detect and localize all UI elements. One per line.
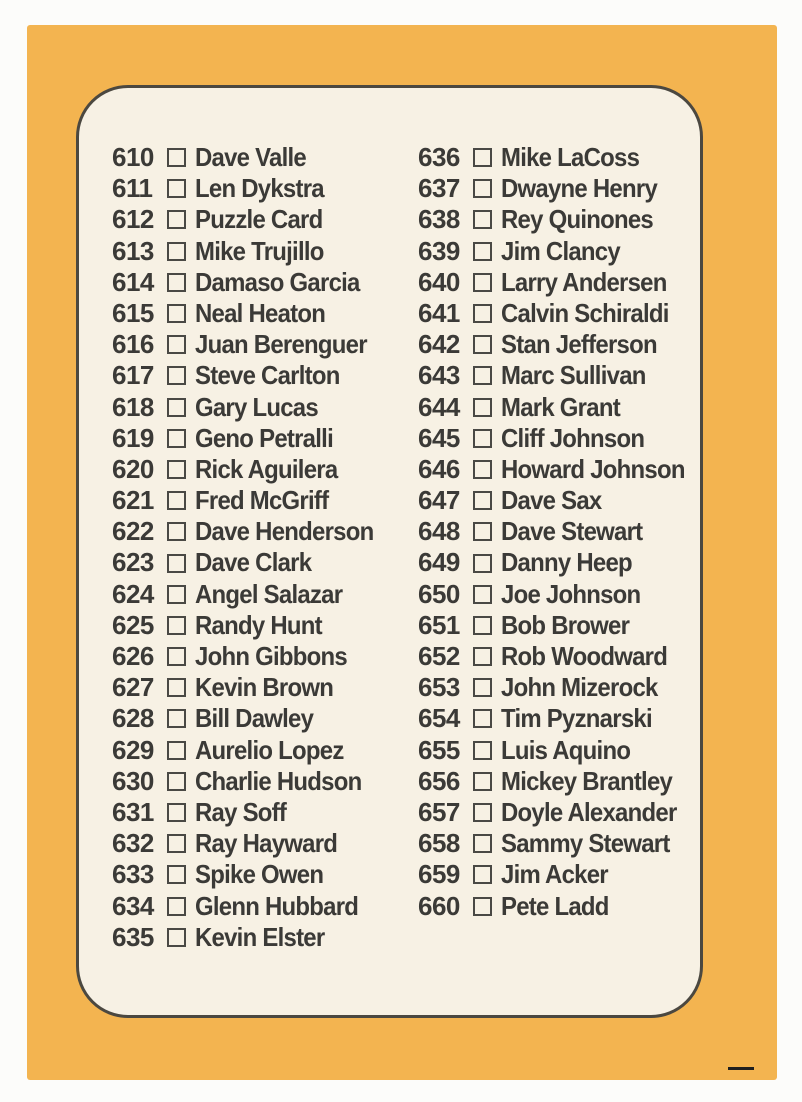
player-name: Kevin Brown bbox=[195, 672, 334, 703]
player-name: Dwayne Henry bbox=[501, 173, 658, 204]
checklist-entry bbox=[418, 173, 701, 204]
player-name: Bill Dawley bbox=[195, 703, 314, 734]
player-name: Rey Quinones bbox=[501, 204, 654, 235]
player-name: Spike Owen bbox=[195, 859, 324, 890]
checklist-entry bbox=[418, 423, 701, 454]
player-name: Angel Salazar bbox=[195, 578, 343, 609]
checkbox[interactable] bbox=[167, 741, 186, 760]
card-number: 624 bbox=[112, 578, 154, 609]
player-name: John Gibbons bbox=[195, 641, 347, 671]
card-number: 656 bbox=[418, 765, 460, 796]
player-name: Puzzle Card bbox=[195, 204, 323, 235]
checkbox[interactable] bbox=[473, 554, 492, 573]
player-name: Geno Petralli bbox=[195, 422, 333, 453]
checkbox[interactable] bbox=[167, 398, 186, 417]
checkbox[interactable] bbox=[473, 772, 492, 791]
card-number: 632 bbox=[112, 828, 154, 859]
checklist-card bbox=[27, 25, 777, 1080]
card-number: 612 bbox=[112, 204, 154, 235]
checklist-entry bbox=[112, 797, 389, 828]
player-name: Larry Andersen bbox=[501, 266, 667, 297]
card-number: 618 bbox=[112, 391, 154, 422]
card-number: 633 bbox=[112, 859, 154, 890]
player-name: Damaso Garcia bbox=[195, 266, 360, 297]
checkbox[interactable] bbox=[167, 148, 186, 167]
checkbox[interactable] bbox=[473, 741, 492, 760]
checklist-column-right bbox=[418, 142, 701, 922]
card-number: 653 bbox=[418, 672, 460, 703]
card-number: 636 bbox=[418, 142, 460, 172]
player-name: Gary Lucas bbox=[195, 391, 318, 422]
checkbox[interactable] bbox=[473, 522, 492, 541]
checkbox[interactable] bbox=[473, 865, 492, 884]
checklist-entry bbox=[112, 672, 389, 703]
checklist-entry bbox=[418, 236, 701, 267]
player-name: Rick Aguilera bbox=[195, 453, 338, 484]
card-number: 644 bbox=[418, 391, 460, 422]
player-name: Dave Clark bbox=[195, 547, 312, 578]
checklist-entry bbox=[112, 703, 389, 734]
checkbox[interactable] bbox=[473, 803, 492, 822]
card-number: 622 bbox=[112, 516, 154, 547]
checklist-panel bbox=[76, 85, 703, 1018]
player-name: Fred McGriff bbox=[195, 485, 329, 516]
player-name: Mark Grant bbox=[501, 391, 620, 422]
checklist-entry bbox=[112, 766, 389, 797]
checklist-entry bbox=[418, 579, 701, 610]
checkbox[interactable] bbox=[167, 709, 186, 728]
card-number: 615 bbox=[112, 297, 154, 328]
checklist-entry bbox=[112, 454, 389, 485]
checkbox[interactable] bbox=[167, 460, 186, 479]
checklist-entry bbox=[418, 454, 701, 485]
card-number: 625 bbox=[112, 609, 154, 640]
player-name: Ray Hayward bbox=[195, 828, 338, 859]
checklist-entry bbox=[112, 828, 389, 859]
checklist-entry bbox=[112, 236, 389, 267]
checklist-entry bbox=[112, 610, 389, 641]
card-number: 643 bbox=[418, 360, 460, 391]
player-name: Ray Soff bbox=[195, 796, 287, 827]
player-name: Cliff Johnson bbox=[501, 422, 645, 453]
card-number: 650 bbox=[418, 578, 460, 609]
player-name: Mike LaCoss bbox=[501, 142, 640, 172]
card-number: 634 bbox=[112, 890, 154, 921]
checklist-entry bbox=[418, 329, 701, 360]
card-number: 657 bbox=[418, 796, 460, 827]
checklist-entry bbox=[418, 672, 701, 703]
player-name: Jim Acker bbox=[501, 859, 608, 890]
checkbox[interactable] bbox=[473, 678, 492, 697]
card-number: 641 bbox=[418, 297, 460, 328]
checkbox[interactable] bbox=[473, 585, 492, 604]
checkbox[interactable] bbox=[167, 366, 186, 385]
checkbox[interactable] bbox=[167, 897, 186, 916]
checklist-entry bbox=[112, 173, 389, 204]
card-number: 613 bbox=[112, 235, 154, 266]
checkbox[interactable] bbox=[167, 242, 186, 261]
checkbox[interactable] bbox=[473, 179, 492, 198]
print-registration-dash bbox=[728, 1067, 754, 1070]
checkbox[interactable] bbox=[473, 709, 492, 728]
player-name: Glenn Hubbard bbox=[195, 890, 359, 921]
card-number: 649 bbox=[418, 547, 460, 578]
checkbox[interactable] bbox=[167, 554, 186, 573]
checkbox[interactable] bbox=[473, 210, 492, 229]
checklist-entry bbox=[418, 298, 701, 329]
checkbox[interactable] bbox=[167, 678, 186, 697]
player-name: Calvin Schiraldi bbox=[501, 297, 669, 328]
card-number: 637 bbox=[418, 173, 460, 204]
checkbox[interactable] bbox=[167, 616, 186, 635]
checklist-entry bbox=[112, 298, 389, 329]
checkbox[interactable] bbox=[473, 460, 492, 479]
checkbox[interactable] bbox=[473, 491, 492, 510]
checkbox[interactable] bbox=[473, 616, 492, 635]
checklist-entry bbox=[112, 204, 389, 235]
player-name: Juan Berenguer bbox=[195, 329, 367, 360]
checklist-entry bbox=[418, 204, 701, 235]
card-number: 658 bbox=[418, 828, 460, 859]
checkbox[interactable] bbox=[167, 522, 186, 541]
player-name: Steve Carlton bbox=[195, 360, 340, 391]
player-name: Stan Jefferson bbox=[501, 329, 657, 360]
checklist-entry bbox=[112, 423, 389, 454]
checklist-entry bbox=[418, 766, 701, 797]
checklist-entry bbox=[112, 392, 389, 423]
checkbox[interactable] bbox=[473, 647, 492, 666]
checkbox[interactable] bbox=[167, 647, 186, 666]
checklist-entry bbox=[112, 329, 389, 360]
card-number: 611 bbox=[112, 173, 153, 204]
checkbox[interactable] bbox=[167, 865, 186, 884]
checklist-entry bbox=[418, 735, 701, 766]
checklist-entry bbox=[112, 547, 389, 578]
card-number: 631 bbox=[112, 796, 154, 827]
checkbox[interactable] bbox=[473, 398, 492, 417]
checklist-entry bbox=[418, 641, 701, 672]
card-number: 623 bbox=[112, 547, 154, 578]
card-number: 648 bbox=[418, 516, 460, 547]
player-name: Charlie Hudson bbox=[195, 765, 362, 796]
checkbox[interactable] bbox=[167, 585, 186, 604]
checklist-entry bbox=[112, 267, 389, 298]
card-number: 654 bbox=[418, 703, 460, 734]
card-number: 626 bbox=[112, 641, 154, 671]
card-number: 660 bbox=[418, 890, 460, 921]
card-number: 629 bbox=[112, 734, 154, 765]
checkbox[interactable] bbox=[473, 429, 492, 448]
checklist-entry bbox=[418, 797, 701, 828]
player-name: Jim Clancy bbox=[501, 235, 620, 266]
card-number: 619 bbox=[112, 422, 154, 453]
player-name: Tim Pyznarski bbox=[501, 703, 652, 734]
checkbox[interactable] bbox=[473, 366, 492, 385]
checkbox[interactable] bbox=[167, 491, 186, 510]
player-name: Luis Aquino bbox=[501, 734, 631, 765]
checklist-entry bbox=[418, 859, 701, 890]
card-number: 617 bbox=[112, 360, 154, 391]
player-name: Len Dykstra bbox=[195, 173, 324, 204]
checkbox[interactable] bbox=[167, 772, 186, 791]
checkbox[interactable] bbox=[167, 304, 186, 323]
player-name: Dave Stewart bbox=[501, 516, 643, 547]
player-name: Dave Valle bbox=[195, 142, 307, 172]
card-number: 642 bbox=[418, 329, 460, 360]
card-number: 627 bbox=[112, 672, 154, 703]
card-number: 640 bbox=[418, 266, 460, 297]
checkbox[interactable] bbox=[167, 335, 186, 354]
card-number: 659 bbox=[418, 859, 460, 890]
checklist-entry bbox=[112, 516, 389, 547]
player-name: Kevin Elster bbox=[195, 921, 325, 952]
checkbox[interactable] bbox=[473, 304, 492, 323]
checklist-entry bbox=[112, 735, 389, 766]
checklist-entry bbox=[112, 142, 389, 173]
checklist-entry bbox=[112, 641, 389, 672]
checklist-entry bbox=[418, 547, 701, 578]
checklist-entry bbox=[112, 859, 389, 890]
player-name: Danny Heep bbox=[501, 547, 632, 578]
checklist-entry bbox=[418, 142, 701, 173]
checklist-entry bbox=[112, 485, 389, 516]
checkbox[interactable] bbox=[473, 834, 492, 853]
card-number: 621 bbox=[112, 485, 154, 516]
card-number: 638 bbox=[418, 204, 460, 235]
checklist-entry bbox=[112, 891, 389, 922]
card-number: 614 bbox=[112, 266, 154, 297]
card-number: 646 bbox=[418, 453, 460, 484]
card-number: 610 bbox=[112, 142, 154, 172]
card-number: 635 bbox=[112, 921, 154, 952]
checkbox[interactable] bbox=[167, 429, 186, 448]
checklist-entry bbox=[418, 267, 701, 298]
checklist-entry bbox=[418, 828, 701, 859]
card-number: 651 bbox=[418, 609, 460, 640]
checkbox[interactable] bbox=[167, 928, 186, 947]
card-number: 645 bbox=[418, 422, 460, 453]
player-name: Mickey Brantley bbox=[501, 765, 673, 796]
checklist-entry bbox=[112, 579, 389, 610]
player-name: Dave Henderson bbox=[195, 516, 374, 547]
checkbox[interactable] bbox=[473, 897, 492, 916]
player-name: Doyle Alexander bbox=[501, 796, 677, 827]
player-name: Aurelio Lopez bbox=[195, 734, 344, 765]
checklist-entry bbox=[418, 516, 701, 547]
card-number: 620 bbox=[112, 453, 154, 484]
player-name: Mike Trujillo bbox=[195, 235, 324, 266]
player-name: Joe Johnson bbox=[501, 578, 641, 609]
card-number: 628 bbox=[112, 703, 154, 734]
player-name: Bob Brower bbox=[501, 609, 630, 640]
card-number: 647 bbox=[418, 485, 460, 516]
checklist-entry bbox=[112, 360, 389, 391]
player-name: Sammy Stewart bbox=[501, 828, 670, 859]
card-number: 616 bbox=[112, 329, 154, 360]
checkbox[interactable] bbox=[167, 179, 186, 198]
checklist-entry bbox=[112, 922, 389, 953]
checklist-entry bbox=[418, 610, 701, 641]
player-name: Marc Sullivan bbox=[501, 360, 646, 391]
checkbox[interactable] bbox=[167, 273, 186, 292]
card-number: 655 bbox=[418, 734, 460, 765]
player-name: Neal Heaton bbox=[195, 297, 326, 328]
player-name: Randy Hunt bbox=[195, 609, 322, 640]
player-name: Dave Sax bbox=[501, 485, 602, 516]
player-name: Rob Woodward bbox=[501, 641, 668, 671]
checkbox[interactable] bbox=[473, 148, 492, 167]
checkbox[interactable] bbox=[167, 834, 186, 853]
checkbox[interactable] bbox=[473, 335, 492, 354]
card-number: 630 bbox=[112, 765, 154, 796]
checklist-entry bbox=[418, 891, 701, 922]
card-number: 639 bbox=[418, 235, 460, 266]
checkbox[interactable] bbox=[167, 210, 186, 229]
player-name: John Mizerock bbox=[501, 672, 658, 703]
checkbox[interactable] bbox=[473, 273, 492, 292]
card-number: 652 bbox=[418, 641, 460, 671]
checkbox[interactable] bbox=[473, 242, 492, 261]
checklist-entry bbox=[418, 392, 701, 423]
checklist-column-left bbox=[112, 142, 389, 953]
player-name: Howard Johnson bbox=[501, 453, 685, 484]
checklist-entry bbox=[418, 485, 701, 516]
checklist-entry bbox=[418, 360, 701, 391]
checkbox[interactable] bbox=[167, 803, 186, 822]
checklist-entry bbox=[418, 703, 701, 734]
player-name: Pete Ladd bbox=[501, 890, 609, 921]
